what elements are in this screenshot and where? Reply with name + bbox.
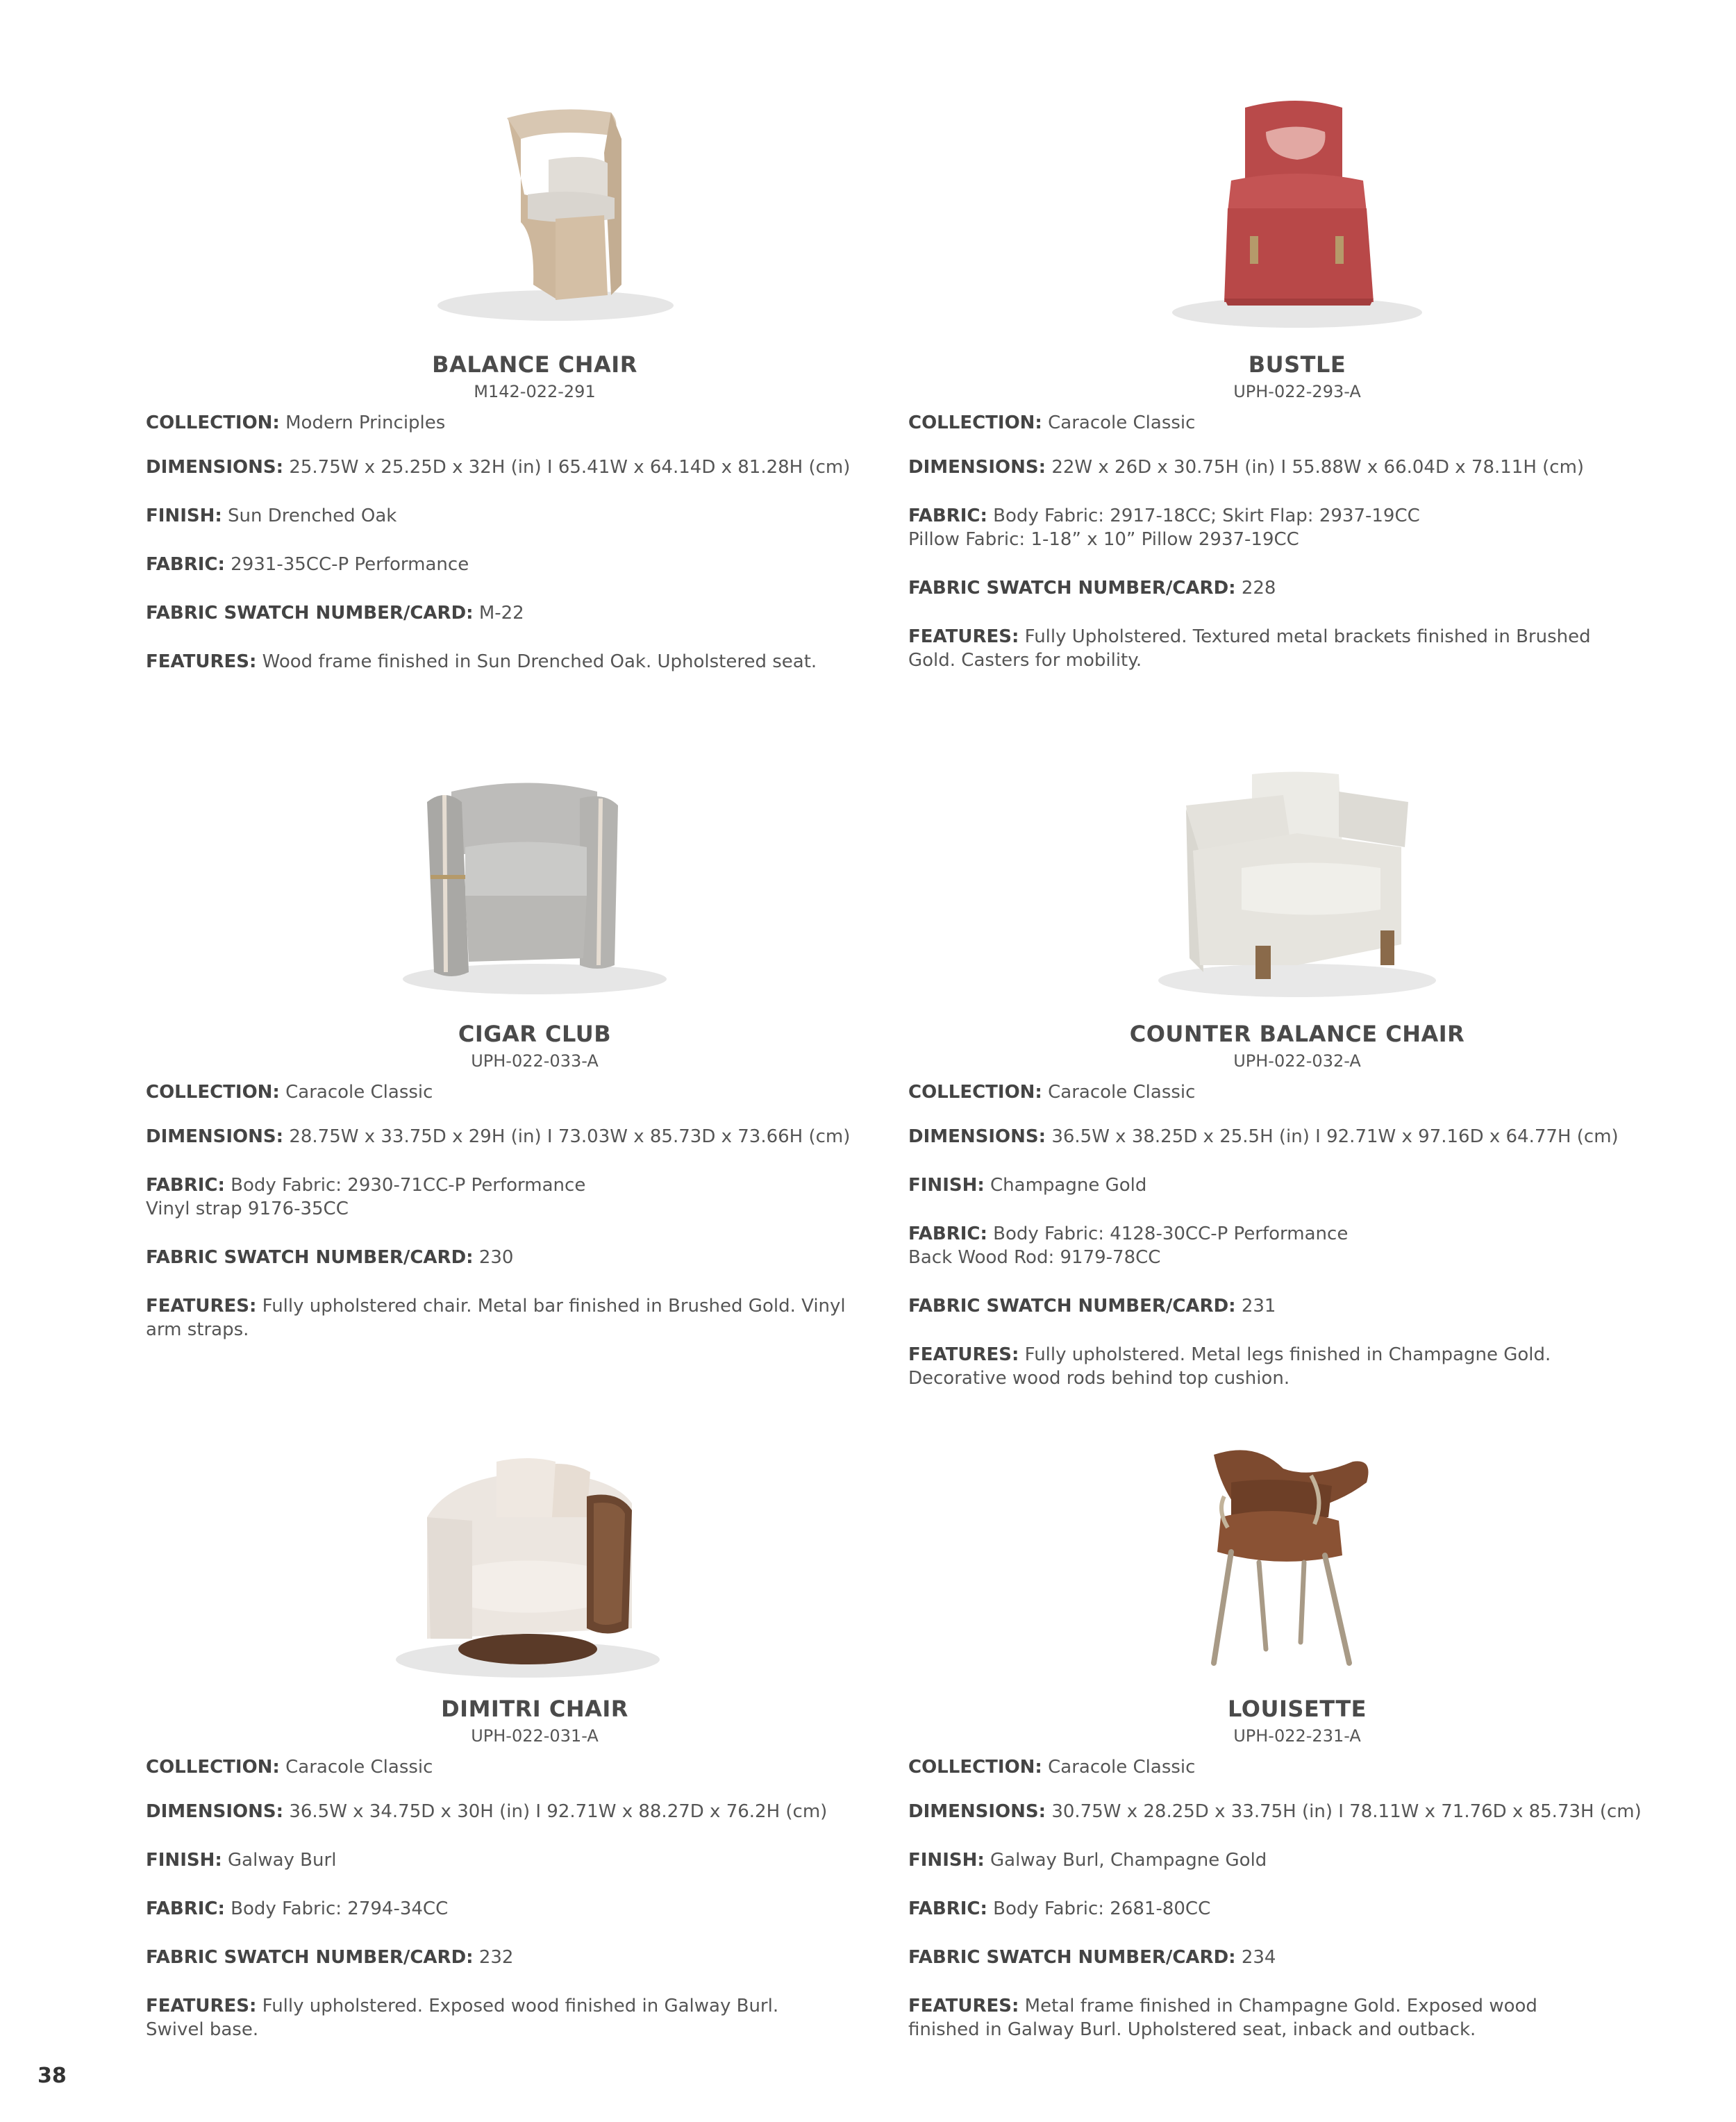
product-name: COUNTER BALANCE CHAIR bbox=[1129, 1021, 1465, 1047]
spec-value: Caracole Classic bbox=[1048, 1757, 1196, 1778]
spec-label: FEATURES: bbox=[146, 651, 257, 672]
spec-value: Body Fabric: 2681-80CC bbox=[993, 1898, 1211, 1919]
spec-swatch bbox=[146, 601, 924, 625]
spec-value: 232 bbox=[478, 1947, 514, 1968]
spec-value: Galway Burl bbox=[228, 1850, 337, 1871]
spec-collection bbox=[908, 1080, 1686, 1104]
spec-label: FEATURES: bbox=[908, 1344, 1019, 1365]
spec-dimensions bbox=[146, 1125, 924, 1148]
spec-value: 22W x 26D x 30.75H (in) I 55.88W x 66.04D x 78.11H (cm) bbox=[1051, 457, 1585, 478]
spec-label: COLLECTION: bbox=[908, 412, 1042, 433]
spec-value: 36.5W x 34.75D x 30H (in) I 92.71W x 88.27D x 76.2H (cm) bbox=[289, 1801, 828, 1822]
spec-value: Caracole Classic bbox=[1048, 412, 1196, 433]
spec-value: Body Fabric: 2794-34CC bbox=[231, 1898, 449, 1919]
product-sku: UPH-022-033-A bbox=[471, 1051, 599, 1071]
spec-fabric bbox=[908, 1222, 1686, 1269]
product-name: LOUISETTE bbox=[1228, 1696, 1367, 1722]
counter-balance-chair-image bbox=[1082, 764, 1512, 1000]
spec-label: COLLECTION: bbox=[908, 1757, 1042, 1778]
spec-value: Caracole Classic bbox=[1048, 1082, 1196, 1103]
spec-features bbox=[146, 1294, 924, 1342]
spec-collection bbox=[146, 1080, 924, 1104]
product-sku: UPH-022-293-A bbox=[1233, 382, 1361, 401]
spec-label: FABRIC: bbox=[908, 506, 987, 526]
spec-collection bbox=[146, 411, 924, 435]
spec-value: 231 bbox=[1241, 1296, 1276, 1317]
spec-label: COLLECTION: bbox=[908, 1082, 1042, 1103]
spec-fabric bbox=[908, 504, 1686, 551]
spec-value: Champagne Gold bbox=[990, 1175, 1147, 1196]
spec-collection bbox=[908, 411, 1686, 435]
spec-swatch bbox=[146, 1246, 924, 1269]
product-sku: UPH-022-231-A bbox=[1233, 1726, 1361, 1746]
spec-features bbox=[146, 650, 924, 674]
spec-label: COLLECTION: bbox=[146, 1082, 280, 1103]
spec-value: Sun Drenched Oak bbox=[228, 506, 397, 526]
spec-value: Fully upholstered chair. Metal bar finished in Brushed Gold. Vinyl arm straps. bbox=[146, 1296, 846, 1340]
spec-value: M-22 bbox=[478, 603, 524, 624]
product-sku: UPH-022-031-A bbox=[471, 1726, 599, 1746]
spec-label: FABRIC SWATCH NUMBER/CARD: bbox=[146, 1247, 474, 1268]
spec-label: DIMENSIONS: bbox=[908, 1801, 1046, 1822]
spec-finish bbox=[146, 504, 924, 528]
spec-label: DIMENSIONS: bbox=[146, 1126, 284, 1147]
spec-label: DIMENSIONS: bbox=[146, 457, 284, 478]
spec-label: FINISH: bbox=[908, 1175, 985, 1196]
spec-dimensions bbox=[146, 456, 924, 479]
spec-dimensions bbox=[908, 1125, 1686, 1148]
spec-finish bbox=[146, 1848, 924, 1872]
product-specs bbox=[908, 1080, 1686, 1390]
spec-value: Body Fabric: 2930-71CC-P Performance Vinyl strap 9176-35CC bbox=[146, 1175, 586, 1219]
spec-value: Fully Upholstered. Textured metal brackets finished in Brushed Gold. Casters for mobility. bbox=[908, 626, 1591, 671]
spec-label: DIMENSIONS: bbox=[908, 457, 1046, 478]
page-number: 38 bbox=[37, 2064, 67, 2088]
product-sku: UPH-022-032-A bbox=[1233, 1051, 1361, 1071]
spec-fabric bbox=[146, 1173, 924, 1221]
spec-label: DIMENSIONS: bbox=[146, 1801, 284, 1822]
spec-dimensions bbox=[908, 1800, 1686, 1823]
product-name: DIMITRI CHAIR bbox=[441, 1696, 628, 1722]
spec-swatch bbox=[908, 1294, 1686, 1318]
spec-features bbox=[908, 625, 1686, 672]
spec-fabric bbox=[908, 1897, 1686, 1921]
spec-finish bbox=[908, 1848, 1686, 1872]
spec-value: 36.5W x 38.25D x 25.5H (in) I 92.71W x 97.16D x 64.77H (cm) bbox=[1051, 1126, 1619, 1147]
product-name: BUSTLE bbox=[1248, 351, 1346, 378]
spec-label: FABRIC: bbox=[146, 554, 225, 575]
spec-swatch bbox=[146, 1946, 924, 1969]
spec-value: Fully upholstered. Exposed wood finished in Galway Burl. Swivel base. bbox=[146, 1996, 779, 2040]
spec-value: 30.75W x 28.25D x 33.75H (in) I 78.11W x 71.76D x 85.73H (cm) bbox=[1051, 1801, 1642, 1822]
spec-value: Modern Principles bbox=[285, 412, 446, 433]
spec-value: 25.75W x 25.25D x 32H (in) I 65.41W x 64.14D x 81.28H (cm) bbox=[289, 457, 851, 478]
spec-fabric bbox=[146, 553, 924, 576]
spec-value: 234 bbox=[1241, 1947, 1276, 1968]
spec-label: FABRIC SWATCH NUMBER/CARD: bbox=[908, 1947, 1236, 1968]
spec-label: FINISH: bbox=[146, 1850, 222, 1871]
spec-label: FINISH: bbox=[146, 506, 222, 526]
spec-collection bbox=[908, 1755, 1686, 1779]
spec-value: Wood frame finished in Sun Drenched Oak. Upholstered seat. bbox=[262, 651, 817, 672]
product-specs bbox=[146, 1080, 924, 1342]
product-specs bbox=[146, 1755, 924, 2041]
spec-label: FEATURES: bbox=[908, 626, 1019, 647]
spec-label: FABRIC SWATCH NUMBER/CARD: bbox=[908, 578, 1236, 599]
spec-value: 2931-35CC-P Performance bbox=[231, 554, 469, 575]
spec-features bbox=[908, 1343, 1686, 1390]
spec-dimensions bbox=[908, 456, 1686, 479]
spec-value: 228 bbox=[1241, 578, 1276, 599]
spec-value: 28.75W x 33.75D x 29H (in) I 73.03W x 85.73D x 73.66H (cm) bbox=[289, 1126, 851, 1147]
spec-label: COLLECTION: bbox=[146, 412, 280, 433]
spec-label: FABRIC SWATCH NUMBER/CARD: bbox=[146, 1947, 474, 1968]
spec-value: Caracole Classic bbox=[285, 1757, 433, 1778]
spec-label: FABRIC SWATCH NUMBER/CARD: bbox=[908, 1296, 1236, 1317]
product-specs bbox=[908, 411, 1686, 672]
cigar-club-chair-image bbox=[319, 764, 750, 1000]
spec-label: FABRIC: bbox=[908, 1223, 987, 1244]
spec-label: FEATURES: bbox=[146, 1296, 257, 1317]
spec-value: Galway Burl, Champagne Gold bbox=[990, 1850, 1267, 1871]
spec-label: FINISH: bbox=[908, 1850, 985, 1871]
spec-label: DIMENSIONS: bbox=[908, 1126, 1046, 1147]
spec-swatch bbox=[908, 576, 1686, 600]
spec-fabric bbox=[146, 1897, 924, 1921]
spec-label: FABRIC: bbox=[908, 1898, 987, 1919]
spec-swatch bbox=[908, 1946, 1686, 1969]
balance-chair-image bbox=[347, 97, 764, 333]
spec-value: Body Fabric: 2917-18CC; Skirt Flap: 2937-19CC Pillow Fabric: 1-18” x 10” Pillow 2937-19CC bbox=[908, 506, 1420, 550]
spec-value: Fully upholstered. Metal legs finished in Champagne Gold. Decorative wood rods behind top cushion. bbox=[908, 1344, 1551, 1389]
spec-value: 230 bbox=[478, 1247, 514, 1268]
spec-label: COLLECTION: bbox=[146, 1757, 280, 1778]
dimitri-chair-image bbox=[319, 1441, 750, 1680]
product-specs bbox=[908, 1755, 1686, 2041]
spec-label: FABRIC: bbox=[146, 1175, 225, 1196]
spec-value: Metal frame finished in Champagne Gold. Exposed wood finished in Galway Burl. Upholstered seat, inback and outback. bbox=[908, 1996, 1537, 2040]
product-specs bbox=[146, 411, 924, 674]
spec-value: Caracole Classic bbox=[285, 1082, 433, 1103]
product-name: CIGAR CLUB bbox=[458, 1021, 612, 1047]
product-sku: M142-022-291 bbox=[474, 382, 596, 401]
spec-label: FABRIC SWATCH NUMBER/CARD: bbox=[146, 603, 474, 624]
spec-finish bbox=[908, 1173, 1686, 1197]
spec-features bbox=[908, 1994, 1686, 2041]
spec-label: FEATURES: bbox=[146, 1996, 257, 2016]
spec-label: FABRIC: bbox=[146, 1898, 225, 1919]
spec-value: Body Fabric: 4128-30CC-P Performance Back Wood Rod: 9179-78CC bbox=[908, 1223, 1349, 1268]
spec-dimensions bbox=[146, 1800, 924, 1823]
product-name: BALANCE CHAIR bbox=[432, 351, 637, 378]
spec-label: FEATURES: bbox=[908, 1996, 1019, 2016]
spec-collection bbox=[146, 1755, 924, 1779]
spec-features bbox=[146, 1994, 924, 2041]
bustle-chair-image bbox=[1089, 90, 1505, 333]
louisette-chair-image bbox=[1103, 1434, 1492, 1684]
